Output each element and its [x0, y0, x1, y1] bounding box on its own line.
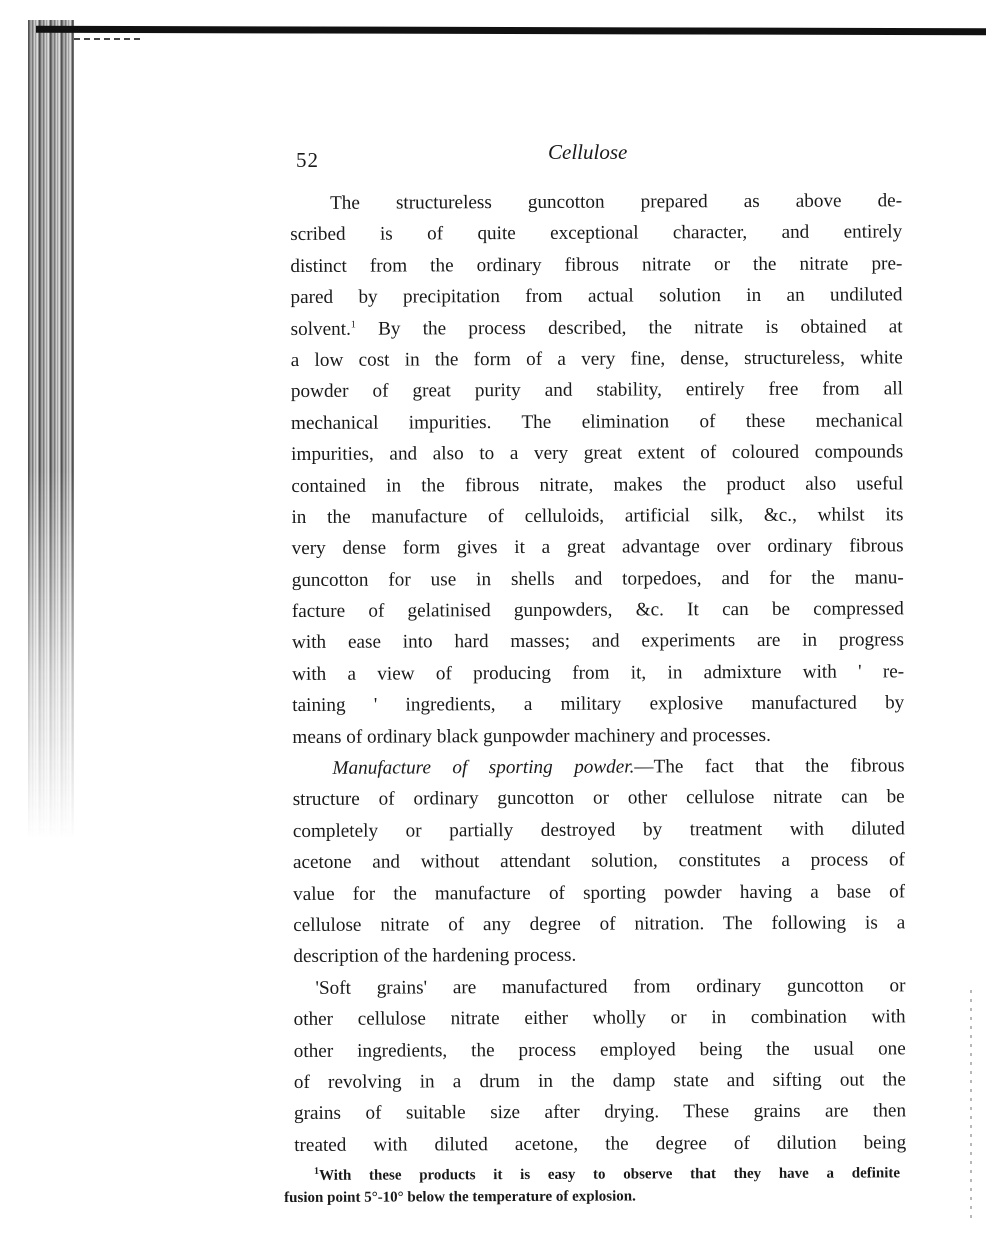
text-line: other cellulose nitrate either wholly or in combination with [293, 1006, 906, 1031]
text-fragment: By the process described, the nitrate is obtained at [378, 315, 903, 340]
footnote-marker: 1 [350, 318, 356, 330]
text-line: in the manufacture of celluloids, artificial silk, &c., whilst its [291, 504, 904, 528]
text-line: cellulose nitrate of any degree of nitration. The following is a [293, 912, 906, 936]
text-line: other ingredients, the process employed being the usual one [293, 1037, 906, 1062]
text-line: of revolving in a drum in the damp state and sifting out the [293, 1069, 906, 1093]
text-line: taining ' ingredients, a military explosive manufactured by [292, 692, 905, 717]
binding-edge-marks [74, 38, 144, 40]
text-fragment: —The fact that the fibrous [634, 755, 905, 778]
running-head: Cellulose [548, 140, 628, 164]
right-page-edge [970, 990, 972, 1220]
text-line: a low cost in the form of a very fine, dense, structureless, white [290, 347, 903, 371]
text-line: means of ordinary black gunpowder machinery and processes. [292, 724, 771, 748]
text-line: pared by precipitation from actual solution in an undiluted [290, 284, 903, 309]
page-number: 52 [296, 148, 319, 172]
text-line: grains of suitable size after drying. These grains are then [293, 1100, 907, 1125]
text-line: description of the hardening process. [293, 945, 577, 968]
text-line: powder of great purity and stability, entirely free from all [290, 378, 903, 403]
footnote-text: With these products it is easy to observe that they have a definite [319, 1165, 901, 1184]
text-line: 'Soft grains' are manufactured from ordinary guncotton or [315, 975, 906, 999]
text-line: value for the manufacture of sporting powder having a base of [293, 880, 906, 905]
body-text [290, 185, 906, 1161]
text-line: very dense form gives it a great advantage over ordinary fibrous [291, 535, 904, 560]
text-line: guncotton for use in shells and torpedoes, and for the manu- [291, 567, 904, 591]
footnote-marker: 1 [314, 1165, 320, 1177]
text-line: facture of gelatinised gunpowders, &c. It can be compressed [291, 598, 904, 623]
book-binding-shadow [28, 20, 74, 840]
section-heading: Manufacture of sporting powder. [332, 756, 635, 779]
text-line: distinct from the ordinary fibrous nitrate or the nitrate pre- [290, 253, 903, 277]
text-line: with a view of producing from it, in admixture with ' re- [292, 661, 905, 685]
text-fragment: solvent. [290, 318, 351, 340]
text-line: mechanical impurities. The elimination of these mechanical [290, 410, 904, 434]
text-line: treated with diluted acetone, the degree of dilution being [294, 1132, 907, 1156]
text-line [292, 750, 904, 784]
text-line: impurities, and also to a very great extent of coloured compounds [291, 441, 904, 466]
footnote [284, 1162, 900, 1209]
text-line: structure of ordinary guncotton or other cellulose nitrate can be [292, 786, 905, 811]
text-line: with ease into hard masses; and experiments are in progress [291, 629, 905, 654]
text-line: contained in the fibrous nitrate, makes the product also useful [291, 472, 904, 497]
text-line: The structureless guncotton prepared as above de- [330, 190, 903, 214]
text-line [291, 311, 903, 345]
top-page-edge [36, 26, 986, 35]
text-line: scribed is of quite exceptional character, and entirely [290, 221, 903, 246]
text-line: completely or partially destroyed by treatment with diluted [292, 818, 905, 842]
footnote-line: fusion point 5°-10° below the temperature of explosion. [284, 1188, 636, 1206]
text-line: acetone and without attendant solution, constitutes a process of [292, 849, 905, 874]
footnote-line [284, 1162, 900, 1187]
